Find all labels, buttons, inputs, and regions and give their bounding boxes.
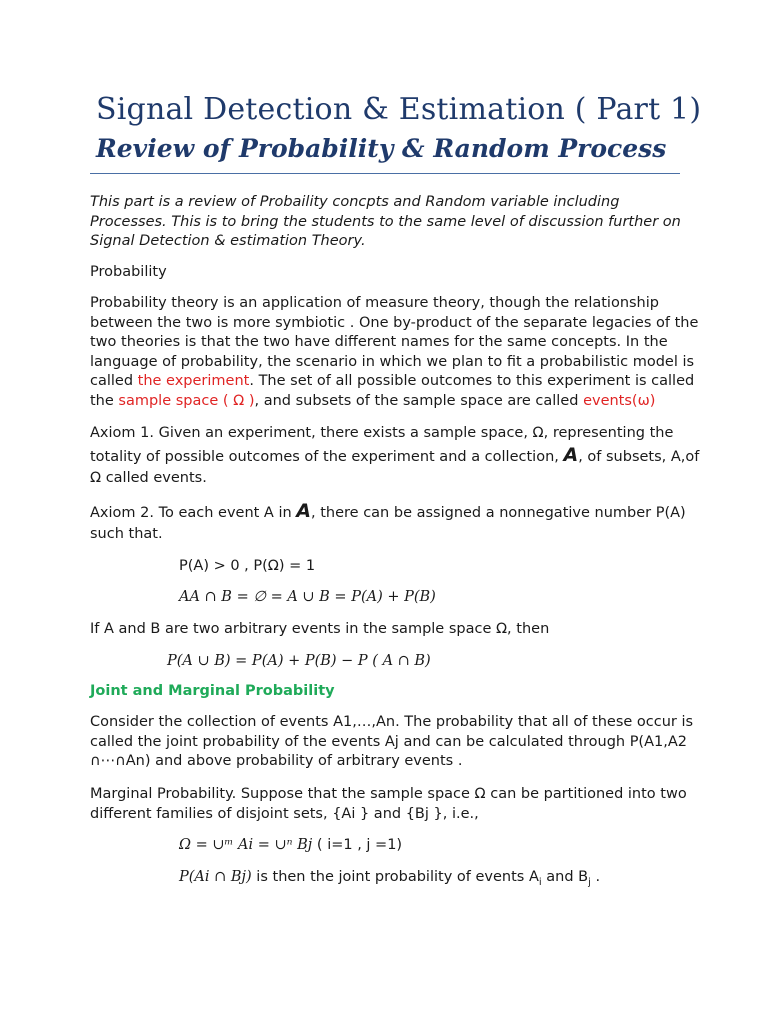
equation-disjoint: AA ∩ B = ∅ = A ∪ B = P(A) + P(B) <box>179 589 436 605</box>
text: and B <box>541 869 589 885</box>
paragraph-line: between the two is more symbiotic . One by-product of the separate legacies of the <box>90 314 699 331</box>
paragraph-line: Consider the collection of events A1,…,An. The probability that all of these occur is <box>90 714 694 730</box>
paragraph-line: different families of disjoint sets, {Ai } and {Bj }, i.e., <box>90 805 479 822</box>
page-subtitle: Review of Probability & Random Process <box>96 134 667 163</box>
paragraph-line: called the joint probability of the events Aj and can be calculated through P(A1,A2 <box>90 733 687 750</box>
highlight-term: sample space ( Ω ) <box>118 392 255 409</box>
text: is then the joint probability of events A <box>251 869 539 885</box>
joint-probability-paragraph <box>90 713 694 772</box>
axiom2-paragraph <box>90 500 686 545</box>
paragraph-line: ∩⋯∩An) and above probability of arbitrary events . <box>90 753 463 769</box>
text: , there can be assigned a nonnegative number P(A) <box>311 505 686 521</box>
paragraph-line: two theories is that the two have different names for the same concepts. In the <box>90 334 668 350</box>
page-title: Signal Detection & Estimation ( Part 1) <box>96 92 702 127</box>
paragraph-line: language of probability, the scenario in which we plan to fit a probabilistic model is <box>90 353 695 370</box>
probability-heading: Probability <box>90 264 167 280</box>
equation-axiom: P(A) > 0 , P(Ω) = 1 <box>179 558 316 574</box>
paragraph-line: Ω called events. <box>90 470 207 486</box>
intro-line: Processes. This is to bring the students to the same level of discussion further on <box>90 213 681 230</box>
title-divider <box>90 173 680 174</box>
paragraph-line: Marginal Probability. Suppose that the sample space Ω can be partitioned into two <box>90 786 687 802</box>
text: . <box>590 869 601 885</box>
intro-line: Signal Detection & estimation Theory. <box>90 233 366 249</box>
equation-partition <box>179 836 768 856</box>
text: Axiom 2. To each event A in <box>90 505 297 521</box>
collection-symbol: A <box>563 443 579 466</box>
text: , of subsets, A,of <box>578 448 700 465</box>
paragraph-line: Axiom 1. Given an experiment, there exists a sample space, Ω, representing the <box>90 425 674 441</box>
marginal-probability-paragraph <box>90 785 687 824</box>
subscript: i <box>538 876 542 888</box>
text: totality of possible outcomes of the experiment and a collection, <box>90 448 564 465</box>
paragraph-line <box>90 372 695 392</box>
axiom1-paragraph <box>90 423 700 490</box>
joint-math: P(Ai ∩ Bj) <box>179 869 252 885</box>
text: ( i=1 , j =1) <box>312 837 403 853</box>
highlight-term: the experiment <box>137 373 250 389</box>
probability-paragraph <box>90 294 699 411</box>
text: called <box>90 373 138 389</box>
partition-math: Ω = ∪ᵐ Ai = ∪ⁿ Bj <box>179 837 313 853</box>
joint-probability-line <box>179 868 768 892</box>
joint-marginal-heading: Joint and Marginal Probability <box>90 683 335 699</box>
paragraph-line <box>90 443 700 469</box>
equation-union: P(A ∪ B) = P(A) + P(B) − P ( A ∩ B) <box>167 653 431 669</box>
intro-paragraph <box>90 193 680 252</box>
subscript: j <box>588 876 591 888</box>
paragraph-line: such that. <box>90 526 163 542</box>
highlight-term: events(ω) <box>583 392 656 409</box>
collection-symbol: A <box>296 500 312 522</box>
text: . The set of all possible outcomes to this experiment is called <box>249 373 695 389</box>
paragraph-line <box>90 392 680 412</box>
intro-line: This part is a review of Probaility concpts and Random variable including <box>90 194 620 210</box>
paragraph-line <box>90 500 686 524</box>
text: , and subsets of the sample space are called <box>254 392 584 409</box>
paragraph-line: Probability theory is an application of measure theory, though the relationship <box>90 295 659 311</box>
text: the <box>90 392 119 409</box>
arbitrary-events-line: If A and B are two arbitrary events in the sample space Ω, then <box>90 621 550 637</box>
